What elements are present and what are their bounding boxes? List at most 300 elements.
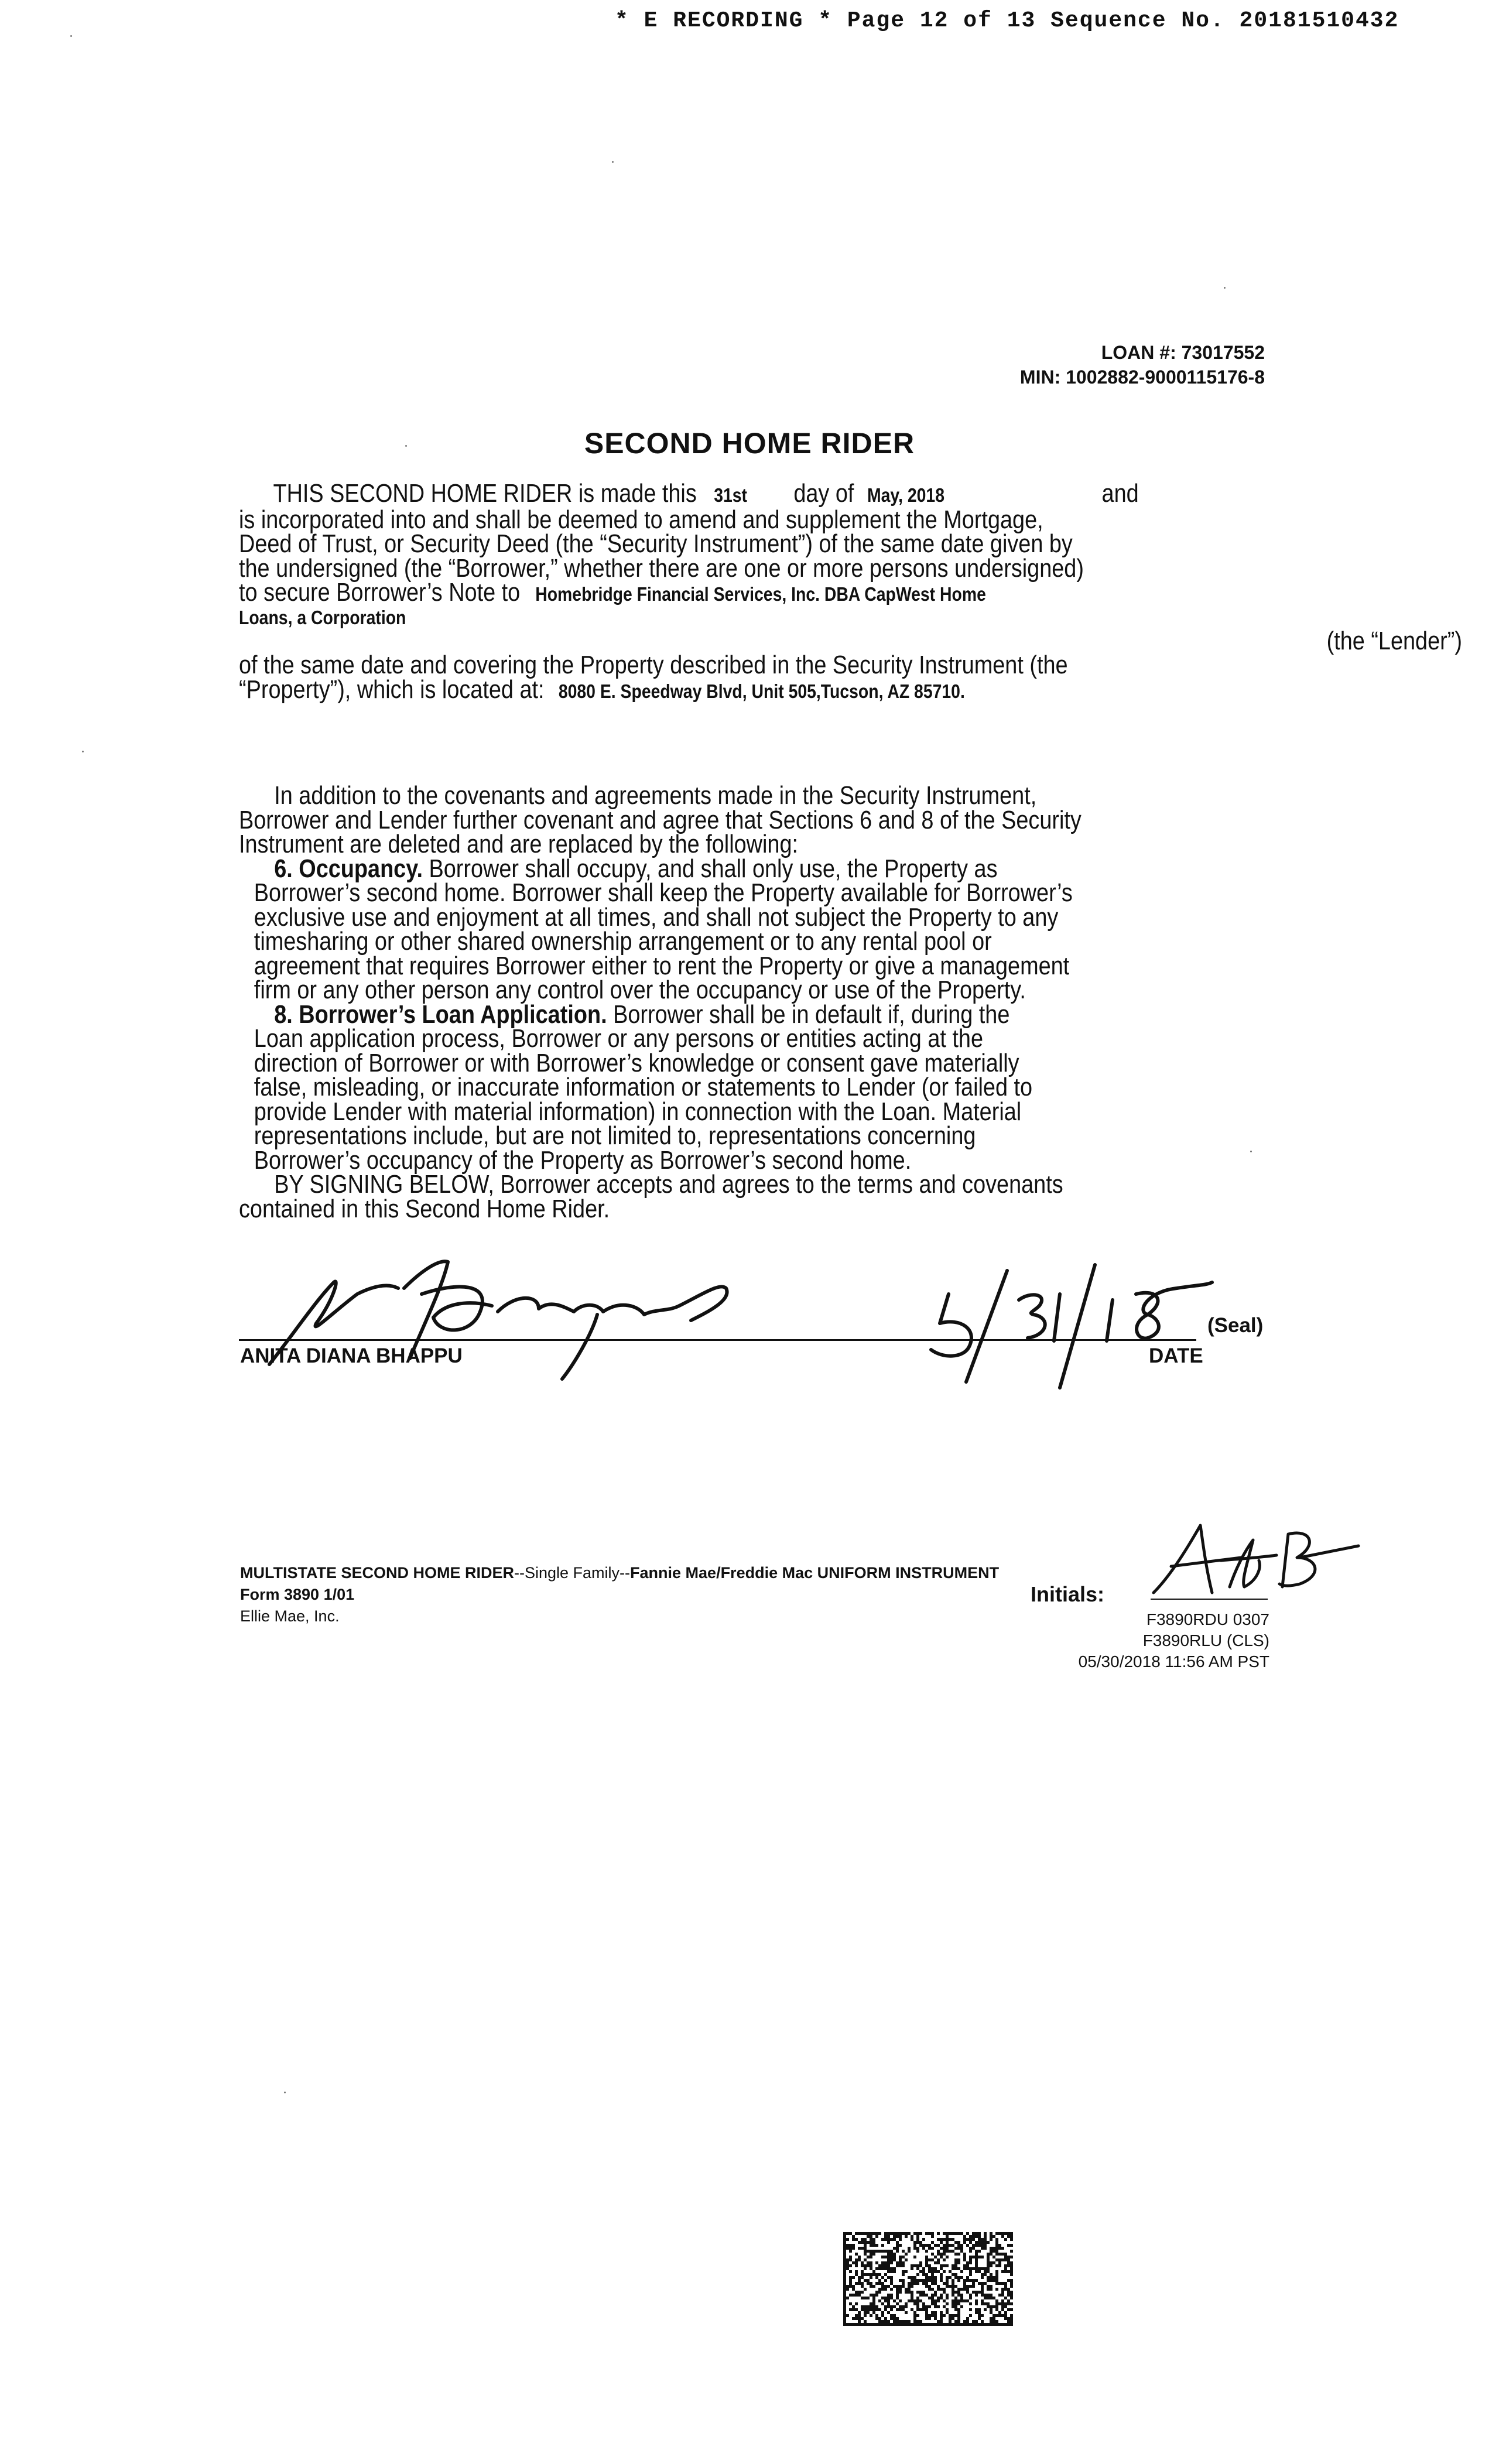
barcode-module [934, 2305, 937, 2308]
barcode-module [884, 2308, 887, 2311]
barcode-module [872, 2232, 875, 2235]
barcode-module [905, 2323, 908, 2326]
barcode-module [995, 2302, 998, 2305]
barcode-module [843, 2311, 846, 2314]
barcode-module [870, 2267, 872, 2270]
barcode-module [993, 2317, 995, 2320]
barcode-module [952, 2314, 954, 2317]
barcode-module [975, 2258, 978, 2261]
barcode-module [887, 2256, 890, 2258]
barcode-module [937, 2238, 940, 2241]
barcode-module [1010, 2302, 1013, 2305]
barcode-module [899, 2261, 902, 2264]
barcode-module [1001, 2305, 1004, 2308]
barcode-module [946, 2232, 949, 2235]
barcode-module [922, 2267, 925, 2270]
barcode-module [861, 2261, 864, 2264]
intro-paragraph [239, 479, 1462, 704]
barcode-module [1010, 2244, 1013, 2247]
barcode-module [943, 2323, 946, 2326]
barcode-module [867, 2308, 870, 2311]
barcode-module [928, 2305, 931, 2308]
barcode-module [925, 2276, 928, 2279]
barcode-module [890, 2317, 893, 2320]
barcode-module [966, 2285, 969, 2288]
barcode-module [870, 2244, 872, 2247]
barcode-module [919, 2308, 922, 2311]
barcode-module [963, 2288, 966, 2291]
barcode-module [916, 2235, 919, 2238]
barcode-module [913, 2247, 916, 2250]
barcode-module [896, 2244, 899, 2247]
barcode-module [890, 2232, 893, 2235]
barcode-module [998, 2282, 1001, 2285]
barcode-module [934, 2282, 937, 2285]
barcode-module [870, 2250, 872, 2253]
barcode-module [902, 2273, 905, 2276]
barcode-module [931, 2299, 934, 2302]
barcode-module [875, 2261, 878, 2264]
section-8-line: representations include, but are not limited to, representations concerning [254, 1121, 976, 1150]
barcode-module [987, 2285, 990, 2288]
barcode-module [981, 2276, 984, 2279]
barcode-module [852, 2288, 855, 2291]
barcode-module [899, 2256, 902, 2258]
barcode-module [881, 2297, 884, 2299]
barcode-module [843, 2294, 846, 2297]
barcode-module [940, 2264, 943, 2267]
barcode-module [843, 2238, 846, 2241]
barcode-module [905, 2288, 908, 2291]
barcode-module [870, 2238, 872, 2241]
barcode-module [925, 2279, 928, 2282]
barcode-module [890, 2308, 893, 2311]
scan-speck [1250, 1151, 1252, 1152]
barcode-module [846, 2261, 849, 2264]
barcode-module [887, 2320, 890, 2323]
barcode-module [940, 2279, 943, 2282]
barcode-module [925, 2258, 928, 2261]
barcode-module [925, 2244, 928, 2247]
recording-header: * E RECORDING * Page 12 of 13 Sequence No. 20181510432 [615, 8, 1399, 33]
barcode-module [911, 2294, 913, 2297]
barcode-module [937, 2270, 940, 2273]
barcode-module [1004, 2264, 1007, 2267]
barcode-module [978, 2270, 981, 2273]
barcode-module [908, 2232, 911, 2235]
barcode-module [946, 2323, 949, 2326]
barcode-module [975, 2235, 978, 2238]
barcode-module [931, 2297, 934, 2299]
barcode-module [1004, 2302, 1007, 2305]
barcode-module [864, 2320, 867, 2323]
form-footer [240, 1562, 999, 1627]
barcode-module [911, 2308, 913, 2311]
barcode-module [957, 2311, 960, 2314]
barcode-module [916, 2299, 919, 2302]
intro-text: day of [793, 479, 854, 508]
barcode-module [993, 2235, 995, 2238]
barcode-module [993, 2320, 995, 2323]
barcode-module [858, 2323, 861, 2326]
barcode-module [858, 2314, 861, 2317]
handwritten-date [913, 1259, 1218, 1394]
barcode-module [911, 2323, 913, 2326]
barcode-module [940, 2238, 943, 2241]
barcode-module [861, 2291, 864, 2294]
barcode-module [861, 2238, 864, 2241]
barcode-module [896, 2232, 899, 2235]
barcode-module [952, 2285, 954, 2288]
barcode-module [925, 2323, 928, 2326]
barcode-module [919, 2232, 922, 2235]
barcode-module [934, 2294, 937, 2297]
barcode-module [940, 2317, 943, 2320]
barcode-module [995, 2238, 998, 2241]
barcode-module [934, 2291, 937, 2294]
barcode-module [990, 2320, 993, 2323]
barcode-module [875, 2282, 878, 2285]
barcode-module [1001, 2302, 1004, 2305]
barcode-module [1001, 2235, 1004, 2238]
barcode-module [937, 2297, 940, 2299]
barcode-module [855, 2282, 858, 2285]
barcode-module [998, 2302, 1001, 2305]
covenant-line: Borrower and Lender further covenant and agree that Sections 6 and 8 of the Security [239, 805, 1082, 834]
barcode-module [872, 2311, 875, 2314]
barcode-module [843, 2291, 846, 2294]
barcode-module [902, 2279, 905, 2282]
barcode-module [1010, 2250, 1013, 2253]
form-title-part: --Single Family-- [514, 1564, 631, 1582]
barcode-module [975, 2253, 978, 2256]
barcode-module [855, 2270, 858, 2273]
barcode-module [949, 2276, 952, 2279]
barcode-module [995, 2244, 998, 2247]
barcode-module [855, 2291, 858, 2294]
barcode-module [978, 2241, 981, 2244]
barcode-module [849, 2270, 852, 2273]
barcode-module [943, 2232, 946, 2235]
barcode-module [843, 2288, 846, 2291]
barcode-module [995, 2232, 998, 2235]
barcode-module [875, 2232, 878, 2235]
barcode-module [843, 2279, 846, 2282]
barcode-module [875, 2323, 878, 2326]
barcode-module [849, 2279, 852, 2282]
barcode-module [893, 2232, 896, 2235]
barcode-module [998, 2232, 1001, 2235]
barcode-module [864, 2314, 867, 2317]
barcode-module [984, 2247, 987, 2250]
barcode-module [872, 2323, 875, 2326]
barcode-module [1010, 2273, 1013, 2276]
barcode-module [870, 2314, 872, 2317]
barcode-module [881, 2314, 884, 2317]
barcode-module [934, 2299, 937, 2302]
scan-speck [612, 161, 614, 163]
barcode-module [966, 2288, 969, 2291]
barcode-module [1007, 2308, 1010, 2311]
signature-line [239, 1339, 1196, 1341]
barcode-module [855, 2264, 858, 2267]
barcode-module [864, 2323, 867, 2326]
barcode-module [981, 2294, 984, 2297]
barcode-module [990, 2311, 993, 2314]
barcode-module [916, 2267, 919, 2270]
barcode-module [916, 2279, 919, 2282]
barcode-module [864, 2288, 867, 2291]
barcode-module [1007, 2288, 1010, 2291]
barcode-module [911, 2276, 913, 2279]
barcode-module [855, 2253, 858, 2256]
barcode-module [858, 2276, 861, 2279]
barcode-module [960, 2305, 963, 2308]
barcode-module [913, 2314, 916, 2317]
barcode-module [922, 2305, 925, 2308]
barcode-module [943, 2299, 946, 2302]
barcode-module [978, 2323, 981, 2326]
section-8-line [239, 1002, 1417, 1027]
barcode-module [864, 2258, 867, 2261]
barcode-module [855, 2314, 858, 2317]
barcode-module [852, 2317, 855, 2320]
barcode-module [978, 2311, 981, 2314]
barcode-module [934, 2314, 937, 2317]
barcode-module [937, 2253, 940, 2256]
barcode-module [925, 2305, 928, 2308]
barcode-module [990, 2317, 993, 2320]
barcode-module [987, 2270, 990, 2273]
lender-name: Homebridge Financial Services, Inc. DBA CapWest Home [535, 583, 986, 605]
barcode-module [916, 2250, 919, 2253]
section-8-line: direction of Borrower or with Borrower’s knowledge or consent gave materially [254, 1048, 1019, 1077]
lender-name-cont: Loans, a Corporation [239, 606, 406, 628]
min-number: MIN: 1002882-9000115176-8 [1019, 367, 1265, 388]
barcode-module [887, 2276, 890, 2279]
barcode-module [981, 2288, 984, 2291]
barcode-module [843, 2273, 846, 2276]
barcode-module [922, 2279, 925, 2282]
barcode-module [957, 2291, 960, 2294]
barcode-module [949, 2250, 952, 2253]
barcode-module [987, 2264, 990, 2267]
barcode-module [972, 2291, 975, 2294]
barcode-module [957, 2276, 960, 2279]
barcode-module [858, 2294, 861, 2297]
barcode-module [896, 2250, 899, 2253]
barcode-module [911, 2267, 913, 2270]
barcode-module [1007, 2299, 1010, 2302]
barcode-module [981, 2241, 984, 2244]
barcode-module [928, 2270, 931, 2273]
barcode-module [867, 2232, 870, 2235]
barcode-module [940, 2320, 943, 2323]
barcode-module [905, 2311, 908, 2314]
barcode-module [911, 2291, 913, 2294]
barcode-module [995, 2320, 998, 2323]
scan-speck [405, 445, 407, 447]
barcode-module [931, 2241, 934, 2244]
barcode-module [934, 2267, 937, 2270]
barcode-module [902, 2250, 905, 2253]
publisher: Ellie Mae, Inc. [240, 1607, 340, 1625]
barcode-module [993, 2323, 995, 2326]
barcode-module [998, 2247, 1001, 2250]
barcode-module [899, 2291, 902, 2294]
barcode-module [928, 2323, 931, 2326]
barcode-image [843, 2232, 1013, 2326]
barcode-module [843, 2232, 846, 2235]
barcode-module [1010, 2282, 1013, 2285]
barcode-module [998, 2264, 1001, 2267]
barcode-module [993, 2250, 995, 2253]
barcode-module [998, 2311, 1001, 2314]
intro-line-1 [239, 481, 1417, 508]
barcode-module [934, 2311, 937, 2314]
barcode-module [1004, 2305, 1007, 2308]
barcode-module [949, 2238, 952, 2241]
barcode-module [887, 2253, 890, 2256]
barcode-module [998, 2258, 1001, 2261]
barcode-module [940, 2241, 943, 2244]
barcode-module [875, 2250, 878, 2253]
barcode-module [984, 2244, 987, 2247]
barcode-module [902, 2308, 905, 2311]
barcode-module [928, 2279, 931, 2282]
intro-text: and [1101, 479, 1139, 508]
barcode-module [890, 2267, 893, 2270]
barcode-module [881, 2311, 884, 2314]
barcode-module [946, 2279, 949, 2282]
barcode-module [946, 2235, 949, 2238]
barcode-module [872, 2308, 875, 2311]
signing-line: BY SIGNING BELOW, Borrower accepts and agrees to the terms and covenants [274, 1170, 1063, 1199]
barcode-module [887, 2258, 890, 2261]
barcode-module [995, 2314, 998, 2317]
barcode-module [884, 2264, 887, 2267]
barcode-module [884, 2323, 887, 2326]
barcode-module [963, 2238, 966, 2241]
barcode-module [911, 2282, 913, 2285]
barcode-module [887, 2264, 890, 2267]
barcode-module [884, 2305, 887, 2308]
barcode-module [872, 2270, 875, 2273]
barcode-module [993, 2297, 995, 2299]
barcode-module [946, 2285, 949, 2288]
barcode-module [890, 2323, 893, 2326]
barcode-module [969, 2270, 972, 2273]
barcode-module [981, 2238, 984, 2241]
barcode-module [867, 2311, 870, 2314]
barcode-module [934, 2279, 937, 2282]
barcode-module [978, 2235, 981, 2238]
barcode-module [905, 2305, 908, 2308]
barcode-module [902, 2264, 905, 2267]
barcode-module [984, 2241, 987, 2244]
barcode-module [969, 2323, 972, 2326]
barcode-module [852, 2294, 855, 2297]
barcode-module [896, 2294, 899, 2297]
barcode-module [899, 2238, 902, 2241]
barcode-module [843, 2276, 846, 2279]
barcode-module [931, 2247, 934, 2250]
borrower-name: ANITA DIANA BHAPPU [240, 1344, 463, 1367]
page-title: SECOND HOME RIDER [584, 427, 915, 460]
scan-speck [1224, 287, 1226, 289]
barcode-module [867, 2264, 870, 2267]
barcode-module [905, 2232, 908, 2235]
barcode-module [960, 2244, 963, 2247]
barcode-module [925, 2264, 928, 2267]
barcode-module [954, 2261, 957, 2264]
barcode-module [887, 2238, 890, 2241]
barcode-module [878, 2282, 881, 2285]
barcode-module [922, 2244, 925, 2247]
barcode-module [913, 2299, 916, 2302]
barcode-module [975, 2270, 978, 2273]
barcode-module [963, 2258, 966, 2261]
barcode-module [1007, 2258, 1010, 2261]
barcode-module [858, 2317, 861, 2320]
barcode-module [940, 2288, 943, 2291]
barcode-module [852, 2244, 855, 2247]
barcode-module [937, 2323, 940, 2326]
barcode-module [899, 2244, 902, 2247]
barcode-module [878, 2232, 881, 2235]
barcode-module [849, 2258, 852, 2261]
barcode-module [960, 2299, 963, 2302]
barcode-module [954, 2320, 957, 2323]
lender-label: (the “Lender”) [1326, 626, 1462, 655]
barcode-module [969, 2308, 972, 2311]
barcode-module [875, 2267, 878, 2270]
barcode-module [905, 2320, 908, 2323]
barcode-module [867, 2279, 870, 2282]
barcode-module [849, 2256, 852, 2258]
barcode-module [981, 2267, 984, 2270]
barcode-module [984, 2302, 987, 2305]
barcode-module [963, 2323, 966, 2326]
barcode-module [966, 2317, 969, 2320]
barcode-module [975, 2308, 978, 2311]
barcode-module [975, 2320, 978, 2323]
barcode-module [867, 2282, 870, 2285]
barcode-module [931, 2270, 934, 2273]
barcode-module [975, 2291, 978, 2294]
barcode-module [890, 2261, 893, 2264]
barcode-module [884, 2288, 887, 2291]
barcode-module [952, 2323, 954, 2326]
barcode-module [943, 2314, 946, 2317]
barcode-module [995, 2299, 998, 2302]
barcode-module [931, 2302, 934, 2305]
barcode-module [899, 2305, 902, 2308]
barcode-module [899, 2232, 902, 2235]
barcode-module [858, 2311, 861, 2314]
barcode-module [954, 2241, 957, 2244]
barcode-module [843, 2264, 846, 2267]
barcode-module [990, 2261, 993, 2264]
barcode-module [957, 2323, 960, 2326]
barcode-module [998, 2253, 1001, 2256]
barcode-module [855, 2294, 858, 2297]
barcode-module [864, 2247, 867, 2250]
barcode-module [925, 2294, 928, 2297]
barcode-module [890, 2297, 893, 2299]
barcode-module [957, 2308, 960, 2311]
barcode-module [998, 2294, 1001, 2297]
